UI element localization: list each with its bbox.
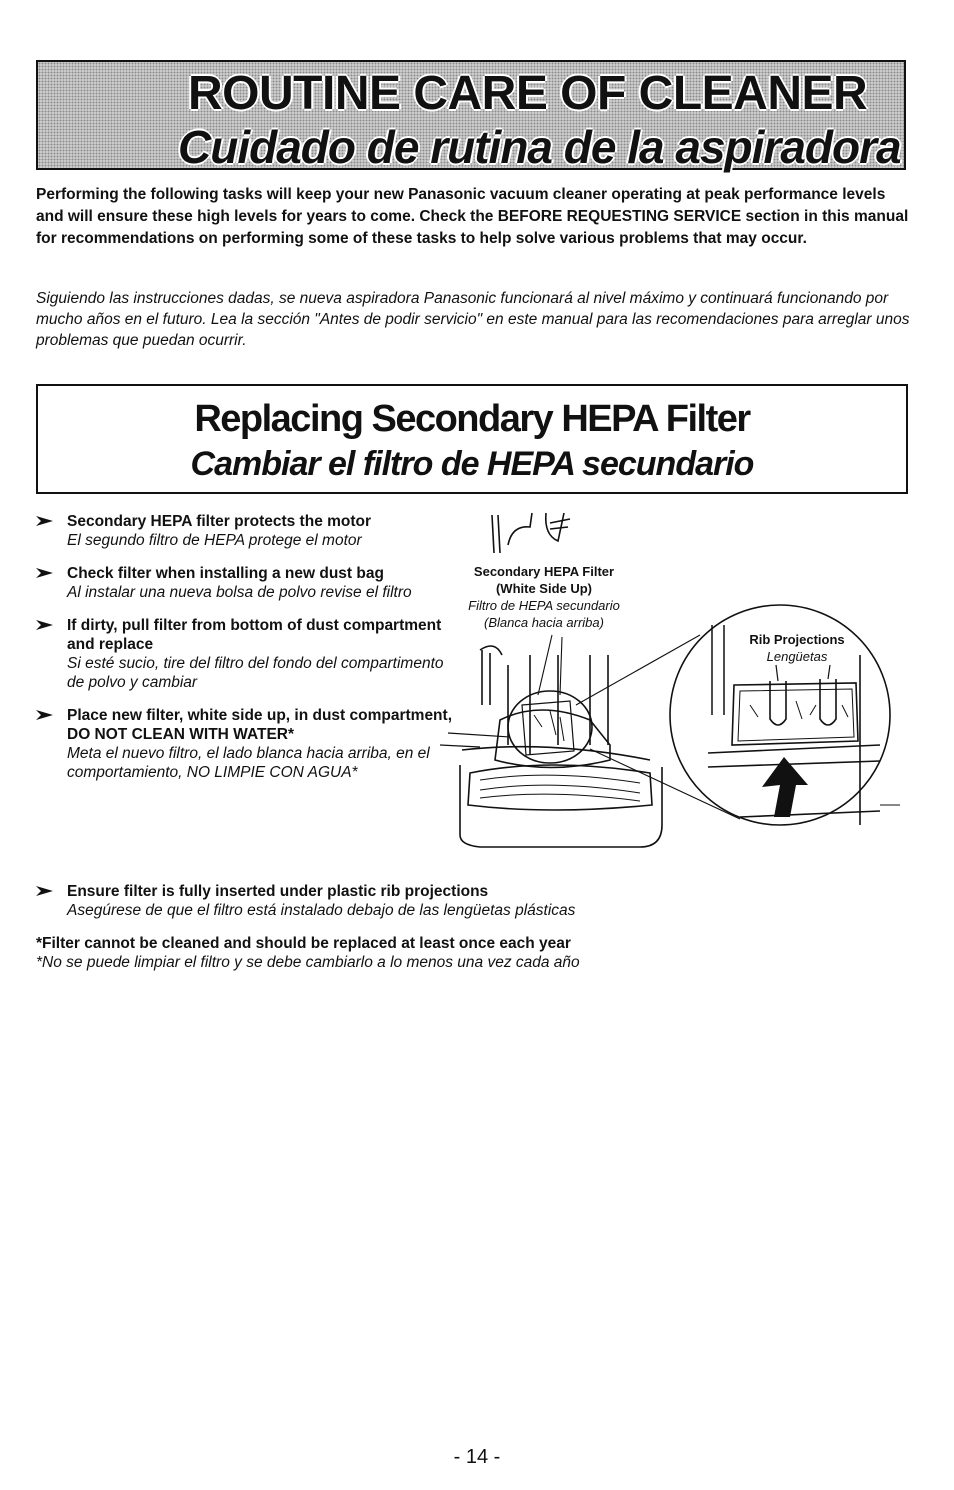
up-arrow-icon [762, 757, 808, 817]
list-item-en: If dirty, pull filter from bottom of dust compartment and replace [67, 617, 442, 653]
rib-label-en: Rib Projections [749, 632, 845, 647]
list-item-es: Si esté sucio, tire del filtro del fondo del compartimento de polvo y cambiar [67, 655, 444, 691]
footnote-es: *No se puede limpiar el filtro y se debe cambiarlo a lo menos una vez cada año [36, 954, 580, 971]
footnote [36, 934, 916, 972]
rib-label [732, 631, 862, 665]
section-header [36, 384, 908, 494]
list-item-es: Asegúrese de que el filtro está instalado debajo de las lengüetas plásticas [67, 902, 576, 919]
list-item [36, 616, 456, 692]
arrow-bullet-icon [36, 709, 54, 721]
filter-label-en-2: (White Side Up) [495, 581, 593, 596]
intro-english: Performing the following tasks will keep your new Panasonic vacuum cleaner operating at peak performance levels and will ensure these high levels for years to come. Check the BEFORE REQUESTING SERVICE section in this manual for recommendations on performing some of these tasks to help solve various problems that may occur. [36, 186, 909, 247]
list-item-en: Place new filter, white side up, in dust compartment, DO NOT CLEAN WITH WATER* [67, 707, 452, 743]
page-number: - 14 - [453, 1446, 501, 1468]
list-item-en: Ensure filter is fully inserted under plastic rib projections [67, 883, 489, 900]
list-item-en: Secondary HEPA filter protects the motor [67, 513, 372, 530]
section-subtitle: Cambiar el filtro de HEPA secundario [190, 445, 754, 483]
list-item [36, 882, 916, 920]
filter-label-en-1: Secondary HEPA Filter [473, 564, 615, 579]
arrow-bullet-icon [36, 885, 54, 897]
page-subtitle: Cuidado de rutina de la aspiradora [178, 121, 901, 173]
list-item-es: Al instalar una nueva bolsa de polvo revise el filtro [67, 584, 412, 601]
list-item-es: El segundo filtro de HEPA protege el motor [67, 532, 362, 549]
list-item-en: Check filter when installing a new dust bag [67, 565, 384, 582]
page-title: ROUTINE CARE OF CLEANER [188, 67, 868, 120]
filter-illustration [440, 505, 910, 865]
footnote-en: *Filter cannot be cleaned and should be replaced at least once each year [36, 935, 571, 952]
arrow-bullet-icon [36, 515, 54, 527]
vacuum-filter-diagram [440, 505, 910, 865]
list-item-es: Meta el nuevo filtro, el lado blanca hacia arriba, en el comportamiento, NO LIMPIE CON AGUA* [67, 745, 430, 781]
list-item [36, 512, 456, 550]
arrow-bullet-icon [36, 619, 54, 631]
intro-spanish: Siguiendo las instrucciones dadas, se nueva aspiradora Panasonic funcionará al nivel máximo y continuará funcionando por mucho años en el futuro. Lea la sección "Antes de podir servicio" en este manual para las recomendaciones para arreglar unos problemas que puedan ocurrir. [36, 290, 910, 349]
header-banner [36, 60, 906, 173]
arrow-bullet-icon [36, 567, 54, 579]
instruction-list [36, 512, 456, 796]
list-item [36, 564, 456, 602]
filter-label-es-1: Filtro de HEPA secundario [468, 598, 620, 613]
rib-label-es: Lengüetas [766, 649, 828, 664]
filter-label-es-2: (Blanca hacia arriba) [484, 615, 604, 630]
section-title: Replacing Secondary HEPA Filter [194, 398, 750, 440]
filter-label [454, 563, 634, 631]
list-item [36, 706, 456, 782]
